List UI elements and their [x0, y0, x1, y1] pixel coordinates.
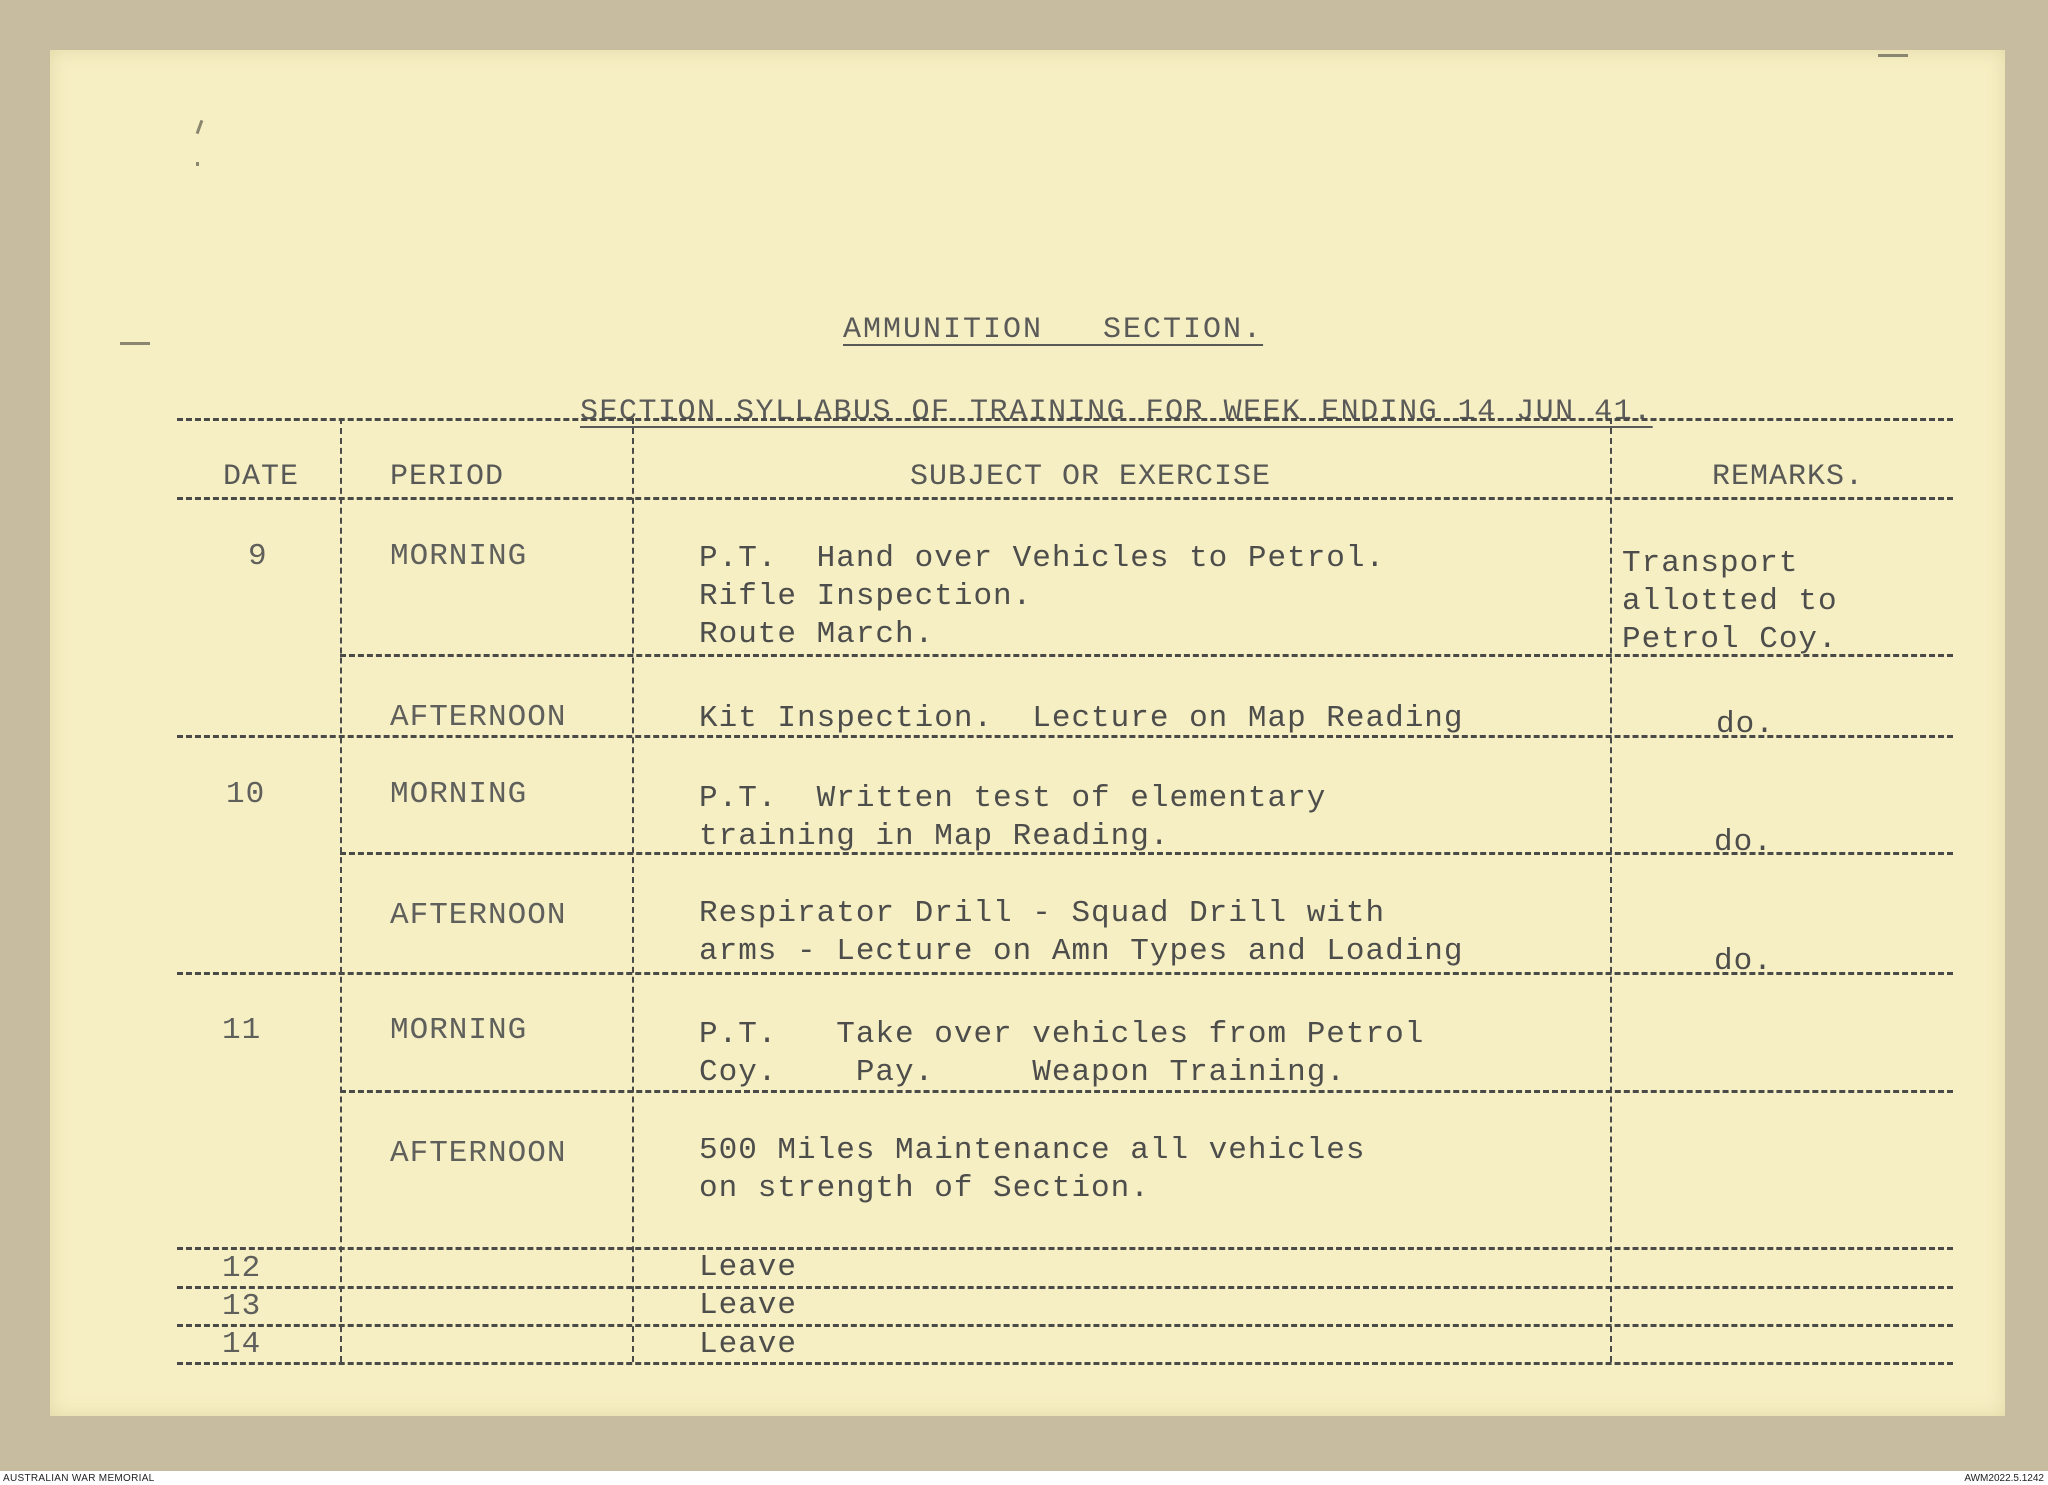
table-cell-subject: Leave	[699, 1327, 798, 1362]
document-page	[50, 50, 2005, 1416]
row-rule	[177, 972, 1953, 975]
table-cell-subject: P.T. Take over vehicles from Petrol Coy. Pay. Weapon Training.	[699, 1017, 1425, 1090]
table-cell-period: MORNING	[390, 777, 528, 812]
table-bottom-rule	[177, 1362, 1953, 1365]
paper-mark	[196, 162, 199, 166]
column-divider	[1610, 418, 1612, 1362]
header-rule	[177, 497, 1953, 500]
table-cell-date: 14	[222, 1327, 262, 1362]
table-cell-date: 11	[222, 1013, 262, 1048]
table-cell-remarks: Transport allotted to Petrol Coy.	[1622, 546, 1838, 657]
table-cell-period: AFTERNOON	[390, 1136, 567, 1171]
table-top-rule	[177, 418, 1953, 421]
table-cell-subject: Leave	[699, 1288, 798, 1323]
table-cell-subject: 500 Miles Maintenance all vehicles on strength of Section.	[699, 1133, 1366, 1206]
column-divider	[632, 418, 634, 1362]
table-cell-period: AFTERNOON	[390, 898, 567, 933]
table-cell-date: 12	[222, 1251, 262, 1286]
header-period: PERIOD	[390, 460, 505, 494]
paper-mark	[1878, 54, 1908, 57]
table-cell-date: 13	[222, 1289, 262, 1324]
paper-mark	[120, 342, 150, 345]
table-cell-subject: P.T. Hand over Vehicles to Petrol. Rifle Inspection. Route March.	[699, 541, 1386, 652]
table-cell-subject: P.T. Written test of elementary training in Map Reading.	[699, 781, 1327, 854]
table-cell-period: MORNING	[390, 539, 528, 574]
table-cell-remarks: do.	[1714, 825, 1773, 860]
header-subject: SUBJECT OR EXERCISE	[910, 460, 1272, 494]
document-subtitle: SECTION SYLLABUS OF TRAINING FOR WEEK ENDING 14 JUN 41.	[580, 395, 1653, 429]
row-rule	[177, 1247, 1953, 1250]
table-cell-subject: Leave	[699, 1250, 798, 1285]
row-rule	[177, 1286, 1953, 1289]
paper-mark	[196, 120, 204, 134]
footer-credit: AUSTRALIAN WAR MEMORIAL	[3, 1473, 155, 1484]
header-date: DATE	[223, 460, 300, 494]
table-cell-subject: Kit Inspection. Lecture on Map Reading	[699, 701, 1464, 736]
table-cell-subject: Respirator Drill - Squad Drill with arms - Lecture on Amn Types and Loading	[699, 896, 1464, 969]
table-cell-date: 9	[248, 539, 268, 574]
table-cell-date: 10	[226, 777, 266, 812]
document-title: AMMUNITION SECTION.	[843, 313, 1264, 347]
column-divider	[340, 418, 342, 1362]
footer-bar	[0, 1471, 2048, 1485]
footer-accession-number: AWM2022.5.1242	[1964, 1473, 2044, 1484]
table-cell-remarks: do.	[1714, 944, 1773, 979]
row-rule	[177, 1324, 1953, 1327]
table-cell-period: AFTERNOON	[390, 700, 567, 735]
table-cell-remarks: do.	[1716, 707, 1775, 742]
header-remarks: REMARKS.	[1712, 460, 1865, 494]
table-cell-period: MORNING	[390, 1013, 528, 1048]
